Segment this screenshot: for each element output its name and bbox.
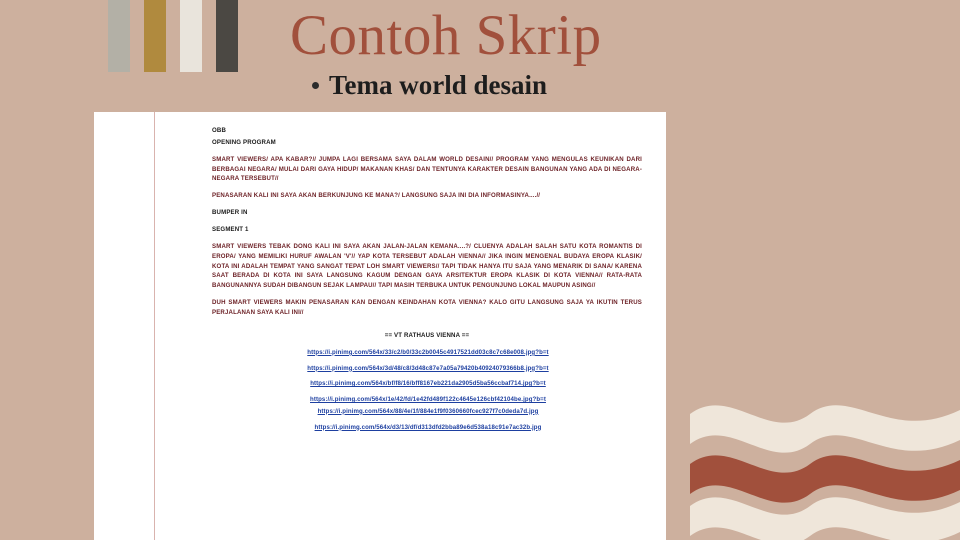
wave-rust-middle: [690, 455, 960, 502]
list-item[interactable]: https://i.pinimg.com/564x/88/4e/1f/884e1f9f0360660fcec927f7c0deda7d.jpg: [317, 407, 539, 415]
decor-waves: [660, 380, 960, 540]
bullet-icon: [312, 82, 319, 89]
decor-bar-gray: [108, 0, 130, 72]
wave-cream-top: [690, 405, 960, 452]
doc-paragraph-1: SMART VIEWERS/ APA KABAR?// JUMPA LAGI BERSAMA SAYA DALAM WORLD DESAIN// PROGRAM YANG MENGULAS KEUNIKAN DARI BERBAGAI NEGARA/ MULAI DARI GAYA HIDUP/ MAKANAN KHAS/ DAN TENTUNYA KARAKTER DESAIN BANGUNAN YANG ADA DI NEGARA-NEGARA TERSEBUT//: [212, 155, 642, 183]
doc-paragraph-3: SMART VIEWERS TEBAK DONG KALI INI SAYA AKAN JALAN-JALAN KEMANA....?/ CLUENYA ADALAH SALAH SATU KOTA ROMANTIS DI EROPA/ YANG MEMILIKI HURUF AWALAN 'V'// YAP KOTA TERSEBUT ADALAH VIENNA// JIKA INGIN MENGENAL BUDAYA EROPA KLASIK/ KOTA INI ADALAH TEMPAT YANG SANGAT TEPAT LOH SMART VIEWERS// TAPI TIDAK HANYA ITU SAJA YANG MENARIK DI SANA/ KARENA SAAT BERADA DI KOTA INI SAYA LANGSUNG KAGUM DENGAN GAYA ARSITEKTUR EROPA KLASIK DI KOTA VIENNA// RATA-RATA BANGUNANNYA SUDAH DIBANGUN SEJAK LAMPAU// TAPI MASIH TERBUKA UNTUK PENGUNJUNG LOKAL MAUPUN ASING//: [212, 242, 642, 290]
wave-cream-bottom: [690, 497, 960, 540]
doc-heading-opening: OPENING PROGRAM: [212, 138, 276, 146]
doc-heading-bumper: BUMPER IN: [212, 209, 248, 217]
page-title: Contoh Skrip: [290, 4, 602, 67]
decor-bar-cream: [180, 0, 202, 72]
doc-paragraph-2: PENASARAN KALI INI SAYA AKAN BERKUNJUNG KE MANA?/ LANGSUNG SAJA INI DIA INFORMASINYA....//: [212, 192, 541, 200]
list-item[interactable]: https://i.pinimg.com/564x/d3/13/df/d313dfd2bba89e6d538a18c91e7ac32b.jpg: [314, 423, 542, 431]
decor-bars: [108, 0, 238, 72]
doc-heading-obb: OBB: [212, 127, 226, 134]
decor-bar-charcoal: [216, 0, 238, 72]
doc-paragraph-4: DUH SMART VIEWERS MAKIN PENASARAN KAN DENGAN KEINDAHAN KOTA VIENNA? KALO GITU LANGSUNG SAJA YA IKUTIN TERUS PERJALANAN SAYA KALI INI//: [212, 299, 642, 317]
slide-title-block: [290, 6, 930, 101]
document-link-list: [212, 348, 642, 433]
document-body: [212, 126, 642, 438]
list-item[interactable]: https://i.pinimg.com/564x/3d/48/c8/3d48c87e7a05a79420b40924079366b8.jpg?b=t: [307, 364, 549, 372]
slide-subtitle: Tema world desain: [329, 69, 548, 100]
doc-vt-heading: == VT RATHAUS VIENNA ==: [384, 331, 470, 339]
list-item[interactable]: https://i.pinimg.com/564x/bf/f8/16/bff8167eb221da2905d5ba56ccbaf714.jpg?b=t: [310, 380, 546, 388]
slide-subtitle-row: [290, 70, 930, 101]
list-item[interactable]: https://i.pinimg.com/564x/33/c2/b0/33c2b0045c4917521dd03c8c7c68e008.jpg?b=t: [307, 348, 549, 356]
sheet-margin-line: [154, 112, 155, 540]
document-sheet: [94, 112, 666, 540]
list-item[interactable]: https://i.pinimg.com/564x/1e/42/fd/1e42fd489f122c4645e126cbf42104be.jpg?b=t: [310, 396, 546, 404]
doc-heading-segment: SEGMENT 1: [212, 226, 249, 234]
decor-bar-gold: [144, 0, 166, 72]
